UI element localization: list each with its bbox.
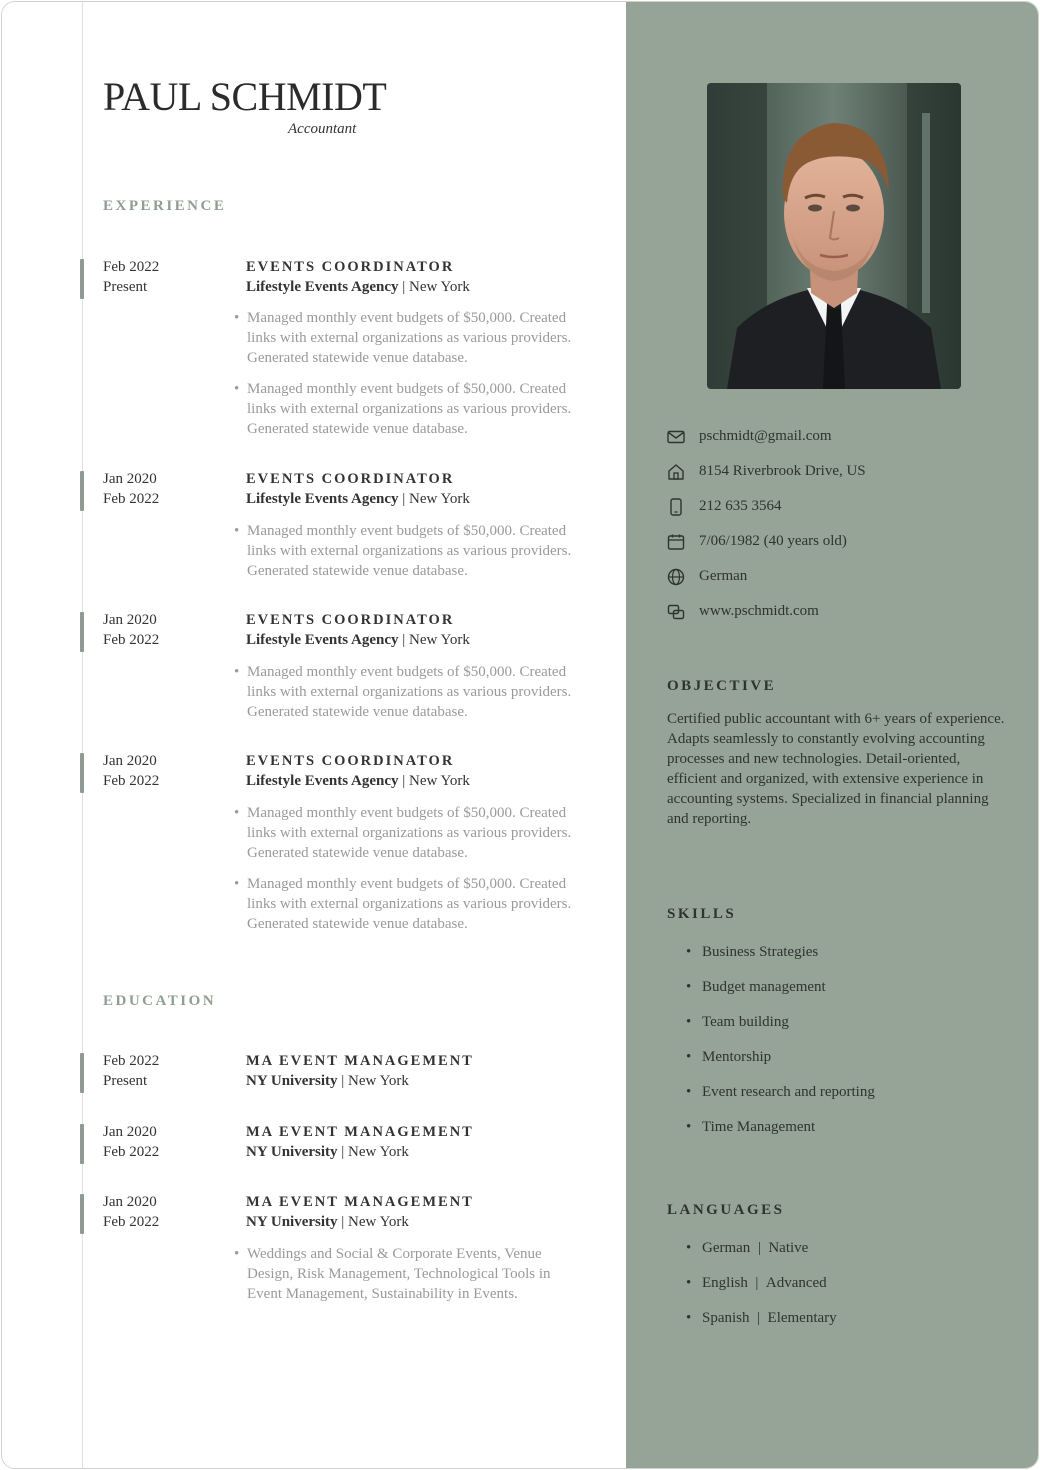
skill-item: • Event research and reporting: [686, 1084, 875, 1100]
timeline-rule: [82, 2, 83, 1469]
mail-icon: [666, 427, 686, 447]
role-title: EVENTS COORDINATOR: [246, 259, 455, 275]
institution: NY University | New York: [246, 1073, 409, 1089]
address-text: 8154 Riverbrook Drive, US: [699, 463, 866, 479]
experience-bullet: • Managed monthly event budgets of $50,000. Created links with external organizations as various providers. Generated statewide venue database.: [234, 381, 572, 437]
contact-birthdate: [666, 530, 1026, 554]
education-bullet: • Weddings and Social & Corporate Events, Venue Design, Risk Management, Technological Tools in Event Management, Sustainability in Events.: [234, 1246, 551, 1302]
date-start: Feb 2022: [103, 259, 160, 275]
website-text: www.pschmidt.com: [699, 603, 819, 619]
date-start: Feb 2022: [103, 1053, 160, 1069]
entry-marker: [80, 753, 84, 793]
school-name: NY University: [246, 1214, 338, 1230]
date-start: Jan 2020: [103, 612, 157, 628]
education-heading: EDUCATION: [103, 993, 217, 1009]
entry-marker: [80, 1194, 84, 1234]
entry-marker: [80, 1053, 84, 1093]
globe-icon: [666, 567, 686, 587]
language-item: • English | Advanced: [686, 1275, 827, 1291]
school-location: New York: [348, 1214, 409, 1230]
objective-heading: OBJECTIVE: [667, 678, 777, 694]
job-title: Accountant: [288, 121, 357, 137]
link-icon: [666, 602, 686, 622]
main-column: [2, 2, 626, 1469]
experience-bullet: • Managed monthly event budgets of $50,000. Created links with external organizations as various providers. Generated statewide venue database.: [234, 664, 572, 720]
school-name: NY University: [246, 1073, 338, 1089]
org-location: New York: [409, 279, 470, 295]
skill-item: • Business Strategies: [686, 944, 819, 960]
entry-marker: [80, 1124, 84, 1164]
language-item: • German | Native: [686, 1240, 809, 1256]
organization: Lifestyle Events Agency | New York: [246, 773, 470, 789]
degree-title: MA EVENT MANAGEMENT: [246, 1053, 474, 1069]
degree-title: MA EVENT MANAGEMENT: [246, 1124, 474, 1140]
date-end: Feb 2022: [103, 773, 160, 789]
institution: NY University | New York: [246, 1214, 409, 1230]
org-name: Lifestyle Events Agency: [246, 632, 399, 648]
skill-item: • Time Management: [686, 1119, 816, 1135]
institution: NY University | New York: [246, 1144, 409, 1160]
home-icon: [666, 462, 686, 482]
organization: Lifestyle Events Agency | New York: [246, 279, 470, 295]
contact-email[interactable]: [666, 425, 1026, 449]
experience-bullet: • Managed monthly event budgets of $50,000. Created links with external organizations as various providers. Generated statewide venue database.: [234, 876, 572, 932]
org-location: New York: [409, 491, 470, 507]
date-end: Feb 2022: [103, 491, 160, 507]
org-name: Lifestyle Events Agency: [246, 491, 399, 507]
skill-item: • Mentorship: [686, 1049, 772, 1065]
org-name: Lifestyle Events Agency: [246, 279, 399, 295]
contact-website[interactable]: [666, 600, 1026, 624]
experience-bullet: • Managed monthly event budgets of $50,000. Created links with external organizations as various providers. Generated statewide venue database.: [234, 805, 572, 861]
profile-photo: [707, 83, 961, 389]
entry-marker: [80, 471, 84, 511]
org-location: New York: [409, 632, 470, 648]
experience-bullet: • Managed monthly event budgets of $50,000. Created links with external organizations as various providers. Generated statewide venue database.: [234, 523, 572, 579]
birthdate-text: 7/06/1982 (40 years old): [699, 533, 847, 549]
entry-marker: [80, 259, 84, 299]
person-name: PAUL SCHMIDT: [103, 74, 387, 119]
resume-page: [1, 1, 1039, 1469]
phone-text: 212 635 3564: [699, 498, 782, 514]
nationality-text: German: [699, 568, 748, 584]
date-end: Feb 2022: [103, 1144, 160, 1160]
degree-title: MA EVENT MANAGEMENT: [246, 1194, 474, 1210]
role-title: EVENTS COORDINATOR: [246, 612, 455, 628]
organization: Lifestyle Events Agency | New York: [246, 491, 470, 507]
date-start: Jan 2020: [103, 753, 157, 769]
organization: Lifestyle Events Agency | New York: [246, 632, 470, 648]
skill-item: • Budget management: [686, 979, 826, 995]
school-name: NY University: [246, 1144, 338, 1160]
experience-bullet: • Managed monthly event budgets of $50,000. Created links with external organizations as various providers. Generated statewide venue database.: [234, 310, 572, 366]
date-start: Jan 2020: [103, 1124, 157, 1140]
date-end: Present: [103, 1073, 148, 1089]
date-start: Jan 2020: [103, 471, 157, 487]
role-title: EVENTS COORDINATOR: [246, 471, 455, 487]
date-start: Jan 2020: [103, 1194, 157, 1210]
objective-text: Certified public accountant with 6+ years of experience. Adapts seamlessly to constantly evolving accounting processes and new technologies. Detail-oriented, efficient and organized, with extensive experience in accounting systems. Specialized in financial planning and reporting.: [667, 711, 1005, 827]
role-title: EVENTS COORDINATOR: [246, 753, 455, 769]
entry-marker: [80, 612, 84, 652]
skill-item: • Team building: [686, 1014, 789, 1030]
date-end: Feb 2022: [103, 1214, 160, 1230]
calendar-icon: [666, 532, 686, 552]
school-location: New York: [348, 1073, 409, 1089]
contact-nationality: [666, 565, 1026, 589]
org-name: Lifestyle Events Agency: [246, 773, 399, 789]
date-end: Feb 2022: [103, 632, 160, 648]
date-end: Present: [103, 279, 148, 295]
phone-icon: [666, 497, 686, 517]
experience-heading: EXPERIENCE: [103, 198, 227, 214]
skills-heading: SKILLS: [667, 906, 737, 922]
contact-phone[interactable]: [666, 495, 1026, 519]
languages-heading: LANGUAGES: [667, 1202, 785, 1218]
org-location: New York: [409, 773, 470, 789]
language-item: • Spanish | Elementary: [686, 1310, 837, 1326]
contact-address: [666, 460, 1026, 484]
email-text: pschmidt@gmail.com: [699, 428, 832, 444]
school-location: New York: [348, 1144, 409, 1160]
